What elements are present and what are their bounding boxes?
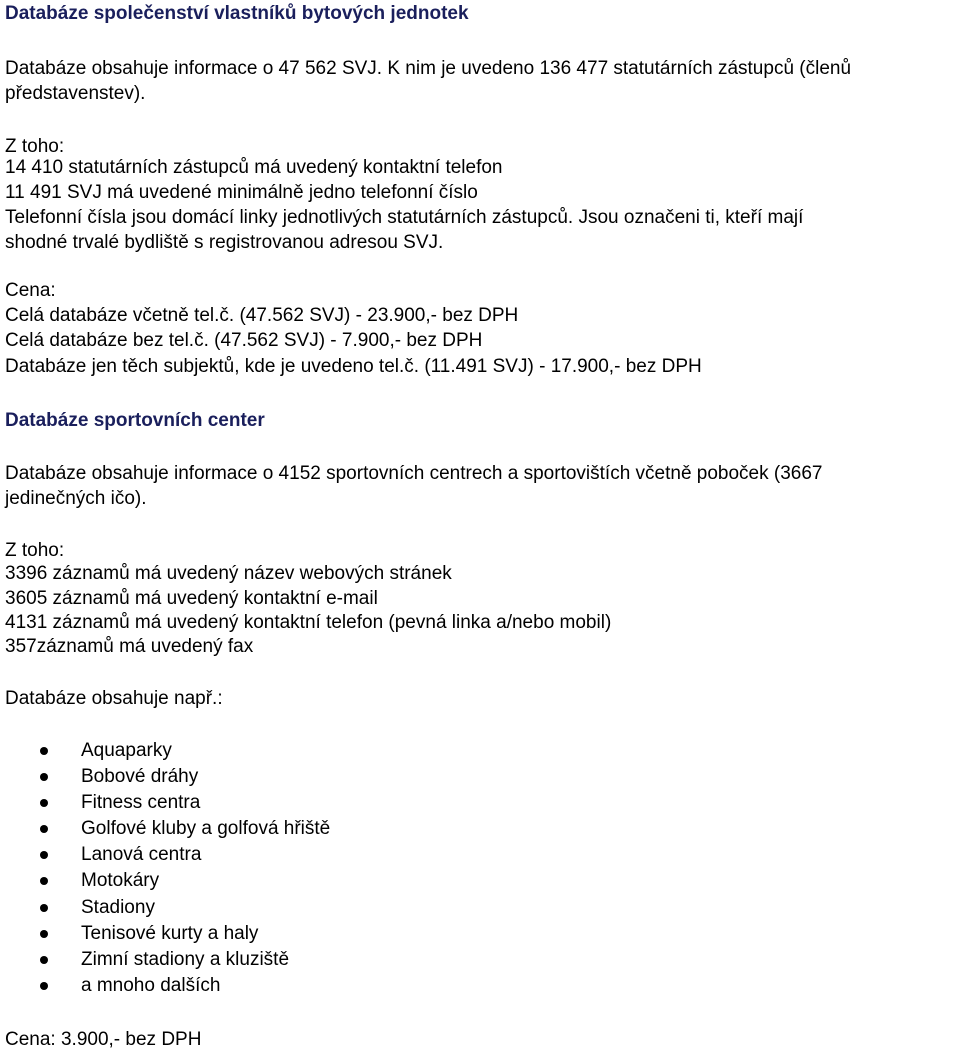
bullet-icon xyxy=(40,982,48,990)
list-item xyxy=(0,947,330,973)
bullet-icon xyxy=(40,904,48,912)
svj-price-1: Celá databáze včetně tel.č. (47.562 SVJ) - 23.900,- bez DPH xyxy=(5,305,519,326)
sport-intro-line1: Databáze obsahuje informace o 4152 sportovních centrech a sportovištích včetně poboček (3667 xyxy=(5,463,823,484)
bullet-icon xyxy=(40,747,48,755)
list-item xyxy=(0,790,330,816)
list-item xyxy=(0,764,330,790)
sport-category-list xyxy=(0,738,330,999)
list-item-label: Lanová centra xyxy=(81,844,202,866)
list-item-label: Bobové dráhy xyxy=(81,766,199,788)
list-item xyxy=(0,816,330,842)
list-item xyxy=(0,973,330,999)
bullet-icon xyxy=(40,799,48,807)
sport-stat-1: 3396 záznamů má uvedený název webových stránek xyxy=(5,563,452,584)
list-item-label: Aquaparky xyxy=(81,740,172,761)
bullet-icon xyxy=(40,825,48,833)
list-item xyxy=(0,868,330,894)
bullet-icon xyxy=(40,773,48,781)
svj-heading: Databáze společenství vlastníků bytových jednotek xyxy=(5,3,469,24)
sport-stat-2: 3605 záznamů má uvedený kontaktní e-mail xyxy=(5,588,378,609)
list-item-label: Tenisové kurty a haly xyxy=(81,922,259,944)
list-item-label: Motokáry xyxy=(81,870,160,892)
list-item xyxy=(0,738,330,764)
sport-intro-line2: jedinečných ičo). xyxy=(5,488,147,509)
list-item xyxy=(0,921,330,947)
sport-price: Cena: 3.900,- bez DPH xyxy=(5,1029,202,1050)
svj-stat-1: 14 410 statutárních zástupců má uvedený kontaktní telefon xyxy=(5,157,503,178)
sport-contains-label: Databáze obsahuje např.: xyxy=(5,688,223,709)
bullet-icon xyxy=(40,956,48,964)
svj-price-2: Celá databáze bez tel.č. (47.562 SVJ) - 7.900,- bez DPH xyxy=(5,330,483,351)
svj-intro-line1: Databáze obsahuje informace o 47 562 SVJ. K nim je uvedeno 136 477 statutárních zástupců (členů xyxy=(5,58,852,79)
list-item-label: Zimní stadiony a kluziště xyxy=(81,948,290,970)
sport-heading: Databáze sportovních center xyxy=(5,410,265,431)
sport-stat-3: 4131 záznamů má uvedený kontaktní telefon (pevná linka a/nebo mobil) xyxy=(5,612,612,633)
svj-stat-3: Telefonní čísla jsou domácí linky jednotlivých statutárních zástupců. Jsou označeni ti, kteří mají xyxy=(5,207,804,228)
list-item-label: Golfové kluby a golfová hřiště xyxy=(81,818,331,840)
list-item xyxy=(0,895,330,921)
bullet-icon xyxy=(40,877,48,885)
list-item-label: a mnoho dalších xyxy=(81,974,221,996)
list-item-label: Fitness centra xyxy=(81,792,201,814)
bullet-icon xyxy=(40,930,48,938)
svj-price-3: Databáze jen těch subjektů, kde je uvedeno tel.č. (11.491 SVJ) - 17.900,- bez DPH xyxy=(5,356,702,377)
bullet-icon xyxy=(40,851,48,859)
list-item xyxy=(0,842,330,868)
svj-intro-line2: představenstev). xyxy=(5,83,146,104)
svj-stat-4: shodné trvalé bydliště s registrovanou adresou SVJ. xyxy=(5,232,444,253)
svj-price-label: Cena: xyxy=(5,280,56,301)
list-item-label: Stadiony xyxy=(81,896,155,918)
svj-stat-2: 11 491 SVJ má uvedené minimálně jedno telefonní číslo xyxy=(5,182,478,203)
sport-ztoho-label: Z toho: xyxy=(5,540,65,561)
sport-stat-4: 357záznamů má uvedený fax xyxy=(5,636,254,657)
svj-ztoho-label: Z toho: xyxy=(5,136,65,157)
